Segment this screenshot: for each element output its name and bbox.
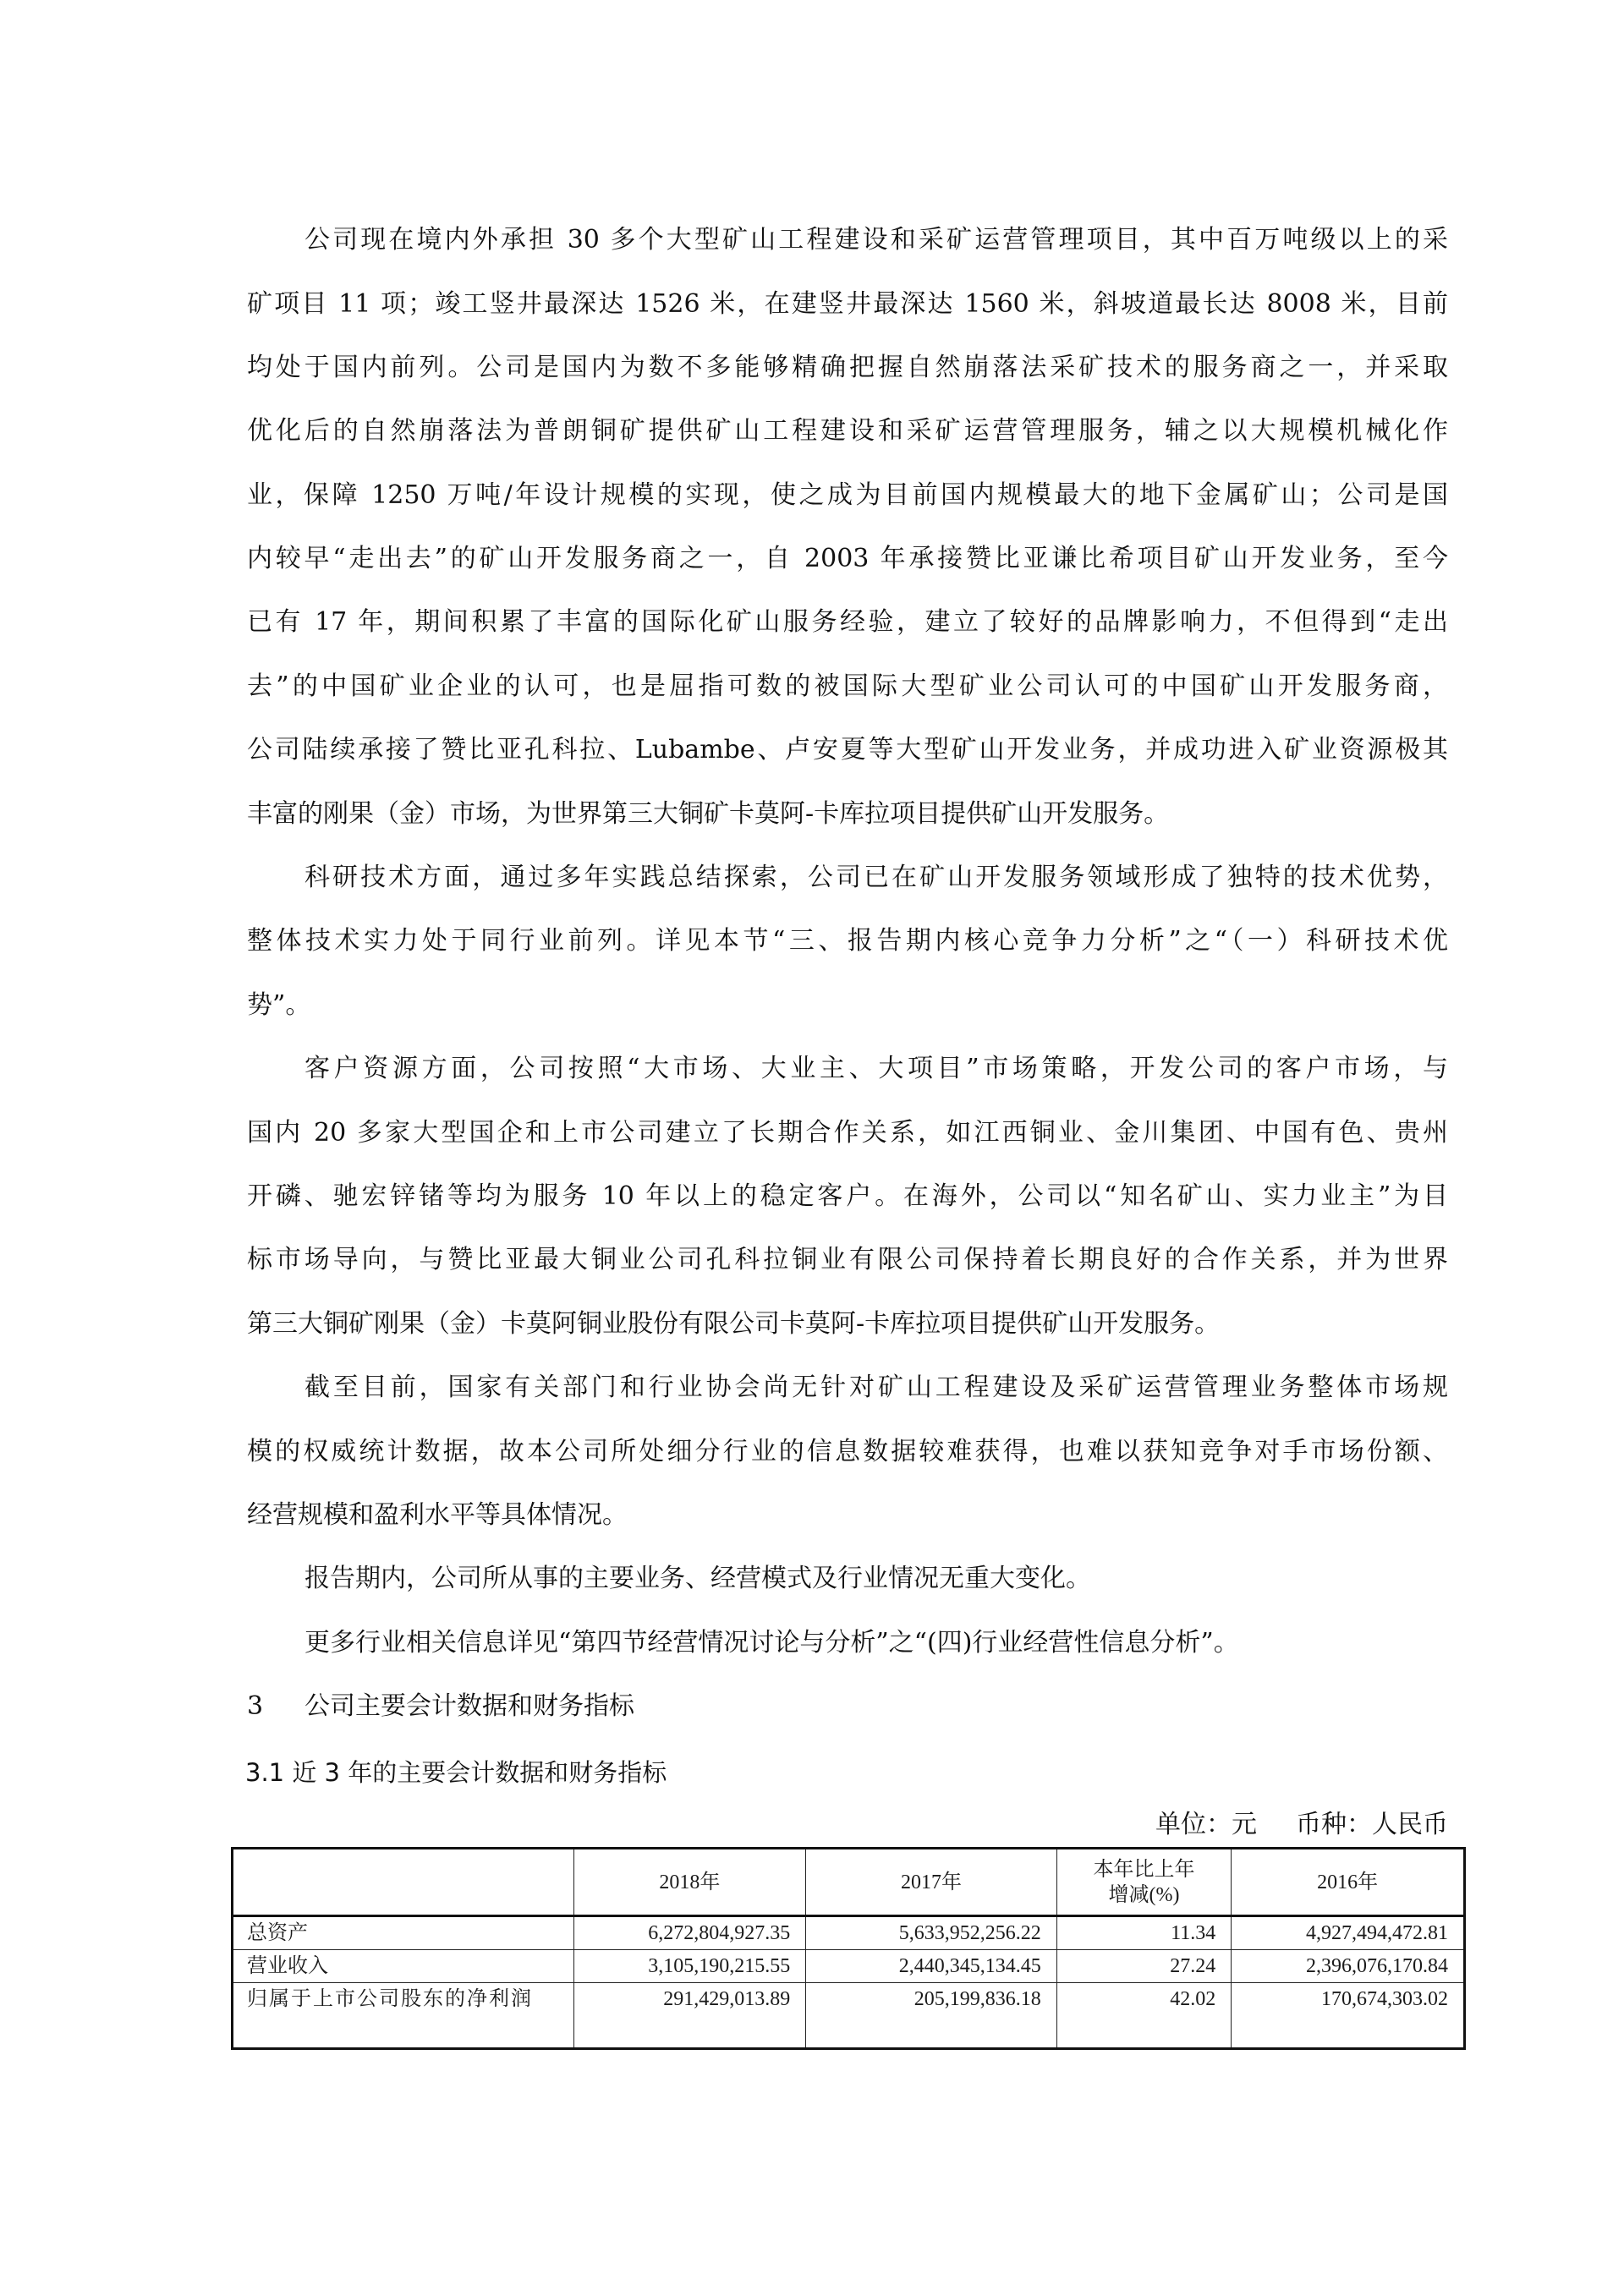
value-2016: 2,396,076,170.84 xyxy=(1232,1950,1465,1983)
value-2018: 3,105,190,215.55 xyxy=(573,1950,806,1983)
paragraph-6-line-1: 更多行业相关信息详见“第四节经营情况讨论与分析”之“(四)行业经营性信息分析”。 xyxy=(304,1628,1239,1658)
paragraph-2-line-2: 整体技术实力处于同行业前列。详见本节“三、报告期内核心竞争力分析”之“（一）科研技术优 xyxy=(247,926,1448,956)
value-change: 27.24 xyxy=(1056,1950,1231,1983)
subsection-title: 3.1 近 3 年的主要会计数据和财务指标 xyxy=(245,1758,667,1787)
paragraph-1-line-1: 公司现在境内外承担 30 多个大型矿山工程建设和采矿运营管理项目，其中百万吨级以上的采 xyxy=(304,225,1448,255)
row-label: 归属于上市公司股东的净利润 xyxy=(233,1983,574,2049)
table-row xyxy=(233,1916,1465,1950)
header-change-line-2: 增减(%) xyxy=(1108,1883,1180,1906)
financial-indicators-table xyxy=(231,1847,1466,2050)
paragraph-4-line-1: 截至目前，国家有关部门和行业协会尚无针对矿山工程建设及采矿运营管理业务整体市场规 xyxy=(304,1373,1448,1402)
table-header-row xyxy=(233,1849,1465,1916)
paragraph-1-line-6: 内较早“走出去”的矿山开发服务商之一，自 2003 年承接赞比亚谦比希项目矿山开发业务，至今 xyxy=(247,544,1448,573)
paragraph-3-line-3: 开磷、驰宏锌锗等均为服务 10 年以上的稳定客户。在海外，公司以“知名矿山、实力业主”为目 xyxy=(247,1181,1448,1211)
section-number: 3 xyxy=(247,1691,264,1721)
value-2017: 5,633,952,256.22 xyxy=(806,1916,1057,1950)
value-2017: 205,199,836.18 xyxy=(806,1983,1057,2049)
header-item xyxy=(233,1849,574,1916)
header-change-line-1: 本年比上年 xyxy=(1093,1858,1195,1881)
paragraph-1-line-4: 优化后的自然崩落法为普朗铜矿提供矿山工程建设和采矿运营管理服务，辅之以大规模机械化作 xyxy=(247,416,1448,446)
paragraph-1-line-5: 业，保障 1250 万吨/年设计规模的实现，使之成为目前国内规模最大的地下金属矿山；公司是国 xyxy=(247,480,1448,510)
paragraph-4-line-2: 模的权威统计数据，故本公司所处细分行业的信息数据较难获得，也难以获知竞争对手市场份额、 xyxy=(247,1437,1448,1466)
paragraph-2-line-1: 科研技术方面，通过多年实践总结探索，公司已在矿山开发服务领域形成了独特的技术优势， xyxy=(304,863,1448,892)
unit-note xyxy=(1150,1808,1448,1842)
unit-label: 单位：元 xyxy=(1155,1810,1257,1839)
value-2016: 170,674,303.02 xyxy=(1232,1983,1465,2049)
paragraph-1-line-10: 丰富的刚果（金）市场，为世界第三大铜矿卡莫阿-卡库拉项目提供矿山开发服务。 xyxy=(247,799,1170,829)
paragraph-2-line-3: 势”。 xyxy=(247,990,311,1020)
paragraph-1-line-2: 矿项目 11 项；竣工竖井最深达 1526 米，在建竖井最深达 1560 米，斜坡道最长达 8008 米，目前 xyxy=(247,289,1448,319)
paragraph-4-line-3: 经营规模和盈利水平等具体情况。 xyxy=(247,1500,628,1530)
value-2018: 6,272,804,927.35 xyxy=(573,1916,806,1950)
section-title: 公司主要会计数据和财务指标 xyxy=(304,1691,634,1721)
value-2016: 4,927,494,472.81 xyxy=(1232,1916,1465,1950)
header-2016: 2016年 xyxy=(1232,1849,1465,1916)
paragraph-1-line-9: 公司陆续承接了赞比亚孔科拉、Lubambe、卢安夏等大型矿山开发业务，并成功进入矿业资源极其 xyxy=(247,735,1448,764)
paragraph-1-line-3: 均处于国内前列。公司是国内为数不多能够精确把握自然崩落法采矿技术的服务商之一，并采取 xyxy=(247,353,1448,382)
value-2017: 2,440,345,134.45 xyxy=(806,1950,1057,1983)
paragraph-5-line-1: 报告期内，公司所从事的主要业务、经营模式及行业情况无重大变化。 xyxy=(304,1564,1091,1593)
value-change: 42.02 xyxy=(1056,1983,1231,2049)
row-label: 总资产 xyxy=(233,1916,574,1950)
paragraph-3-line-1: 客户资源方面，公司按照“大市场、大业主、大项目”市场策略，开发公司的客户市场，与 xyxy=(304,1054,1448,1083)
header-change xyxy=(1056,1849,1231,1916)
currency-label: 币种：人民币 xyxy=(1296,1810,1448,1839)
header-2017: 2017年 xyxy=(806,1849,1057,1916)
value-2018: 291,429,013.89 xyxy=(573,1983,806,2049)
paragraph-3-line-4: 标市场导向，与赞比亚最大铜业公司孔科拉铜业有限公司保持着长期良好的合作关系，并为世界 xyxy=(247,1245,1448,1274)
table-row xyxy=(233,1950,1465,1983)
table-row xyxy=(233,1983,1465,2049)
header-2018: 2018年 xyxy=(573,1849,806,1916)
value-change: 11.34 xyxy=(1056,1916,1231,1950)
row-label: 营业收入 xyxy=(233,1950,574,1983)
paragraph-1-line-7: 已有 17 年，期间积累了丰富的国际化矿山服务经验，建立了较好的品牌影响力，不但得到“走出 xyxy=(247,607,1448,637)
paragraph-1-line-8: 去”的中国矿业企业的认可，也是屈指可数的被国际大型矿业公司认可的中国矿山开发服务商， xyxy=(247,671,1448,701)
paragraph-3-line-2: 国内 20 多家大型国企和上市公司建立了长期合作关系，如江西铜业、金川集团、中国有色、贵州 xyxy=(247,1118,1448,1148)
paragraph-3-line-5: 第三大铜矿刚果（金）卡莫阿铜业股份有限公司卡莫阿-卡库拉项目提供矿山开发服务。 xyxy=(247,1309,1221,1339)
